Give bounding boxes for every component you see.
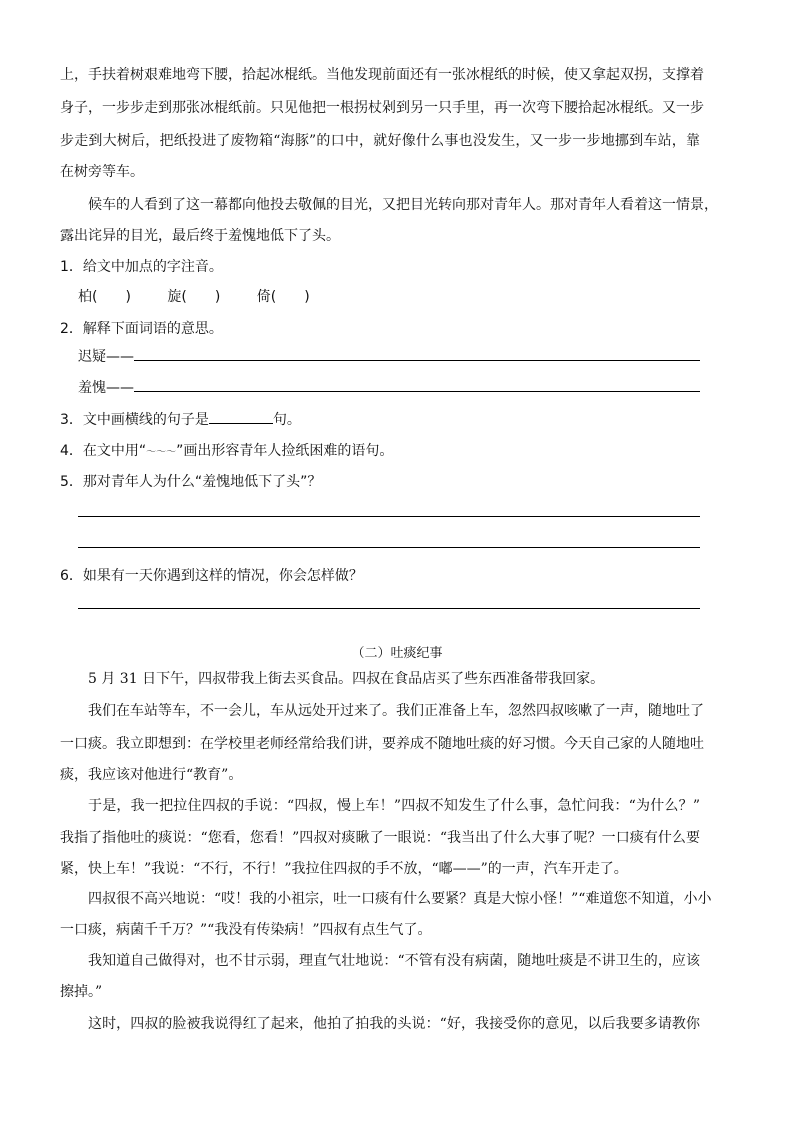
passage2-line-1: 5 月 31 日下午，四叔带我上街去买食品。四叔在食品店买了些东西准备带我回家。 bbox=[88, 671, 605, 687]
passage2-line-6: 我指了指他吐的痰说：“您看，您看！”四叔对痰瞅了一眼说：“我当出了什么大事了呢？一口痰有什么要 bbox=[60, 830, 700, 846]
question-3-blank[interactable] bbox=[209, 409, 273, 424]
answer-line-q5-1[interactable] bbox=[78, 516, 700, 517]
passage2-line-9: 一口痰，病菌千千万？”“我没有传染病！”四叔有点生气了。 bbox=[60, 922, 432, 938]
question-3-suffix: 句。 bbox=[272, 412, 301, 428]
answer-line-xiukui[interactable] bbox=[134, 391, 700, 392]
passage1-line-1: 上，手扶着树艰难地弯下腰，拾起冰棍纸。当他发现前面还有一张冰棍纸的时候，使又拿起双拐，支撑着 bbox=[60, 67, 704, 83]
question-3 bbox=[60, 409, 700, 429]
passage2-line-3: 一口痰。我立即想到：在学校里老师经常给我们讲，要养成不随地吐痰的好习惯。今天自己家的人随地吐 bbox=[60, 736, 704, 752]
answer-line-q5-2[interactable] bbox=[78, 547, 700, 548]
passage2-title: （二）吐痰纪事 bbox=[351, 646, 443, 661]
passage2-line-12: 这时，四叔的脸被我说得红了起来，他拍了拍我的头说：“好，我接受你的意见，以后我要多请教你 bbox=[88, 1016, 700, 1032]
question-1: 1．给文中加点的字注音。 bbox=[60, 259, 223, 275]
question-5: 5．那对青年人为什么“羞愧地低下了头”？ bbox=[60, 474, 322, 490]
pinyin-item-yi[interactable]: 倚( ) bbox=[256, 289, 310, 305]
word-xiukui: 羞愧—— bbox=[78, 380, 134, 396]
question-6: 6．如果有一天你遇到这样的情况，你会怎样做？ bbox=[60, 568, 363, 584]
question-4-text: 4．在文中用“ bbox=[60, 443, 147, 459]
question-4 bbox=[60, 440, 700, 460]
question-1-items bbox=[78, 286, 718, 306]
passage2-line-4: 痰，我应该对他进行“教育”。 bbox=[60, 767, 243, 783]
passage1-para2-line-2: 露出诧异的目光，最后终于羞愧地低下了头。 bbox=[60, 228, 340, 244]
passage2-line-8: 四叔很不高兴地说：“哎！我的小祖宗，吐一口痰有什么要紧？真是大惊小怪！”“难道您不知道，小小 bbox=[88, 891, 712, 907]
answer-line-chiyi[interactable] bbox=[134, 360, 700, 361]
passage1-para2-line-1: 候车的人看到了这一幕都向他投去敬佩的目光，又把目光转向那对青年人。那对青年人看着这一情景， bbox=[88, 197, 718, 213]
question-3-text: 3．文中画横线的句子是 bbox=[60, 412, 209, 428]
passage2-line-10: 我知道自己做得对，也不甘示弱，理直气壮地说：“不管有没有病菌，随地吐痰是不讲卫生的，应该 bbox=[88, 953, 700, 969]
passage1-line-2: 身子，一步步走到那张冰棍纸前。只见他把一根拐杖剁到另一只手里，再一次弯下腰拾起冰棍纸。又一步 bbox=[60, 100, 704, 116]
question-2: 2．解释下面词语的意思。 bbox=[60, 321, 223, 337]
passage2-line-7: 紧，快上车！”我说：“不行，不行！”我拉住四叔的手不放，“嘟——”的一声，汽车开走了。 bbox=[60, 861, 628, 877]
passage2-line-5: 于是，我一把拉住四叔的手说：“四叔，慢上车！”四叔不知发生了什么事，急忙问我：“为什么？” bbox=[88, 798, 700, 814]
passage1-line-3: 步走到大树后，把纸投进了废物箱“海豚”的口中，就好像什么事也没发生，又一步一步地挪到车站，靠 bbox=[60, 133, 700, 149]
question-4-suffix: ”画出形容青年人捡纸困难的语句。 bbox=[176, 443, 394, 459]
pinyin-item-xuan[interactable]: 旋( ) bbox=[167, 289, 221, 305]
passage2-line-11: 擦掉。” bbox=[60, 984, 103, 1000]
passage1-line-4: 在树旁等车。 bbox=[60, 164, 144, 180]
wavy-underline-mark: ～～～ bbox=[146, 447, 177, 458]
passage2-line-2: 我们在车站等车，不一会儿，车从远处开过来了。我们正准备上车，忽然四叔咳嗽了一声，随地吐了 bbox=[88, 703, 704, 719]
answer-line-q6[interactable] bbox=[78, 608, 700, 609]
pinyin-item-bai[interactable]: 柏( ) bbox=[78, 289, 131, 305]
word-chiyi: 迟疑—— bbox=[78, 349, 134, 365]
